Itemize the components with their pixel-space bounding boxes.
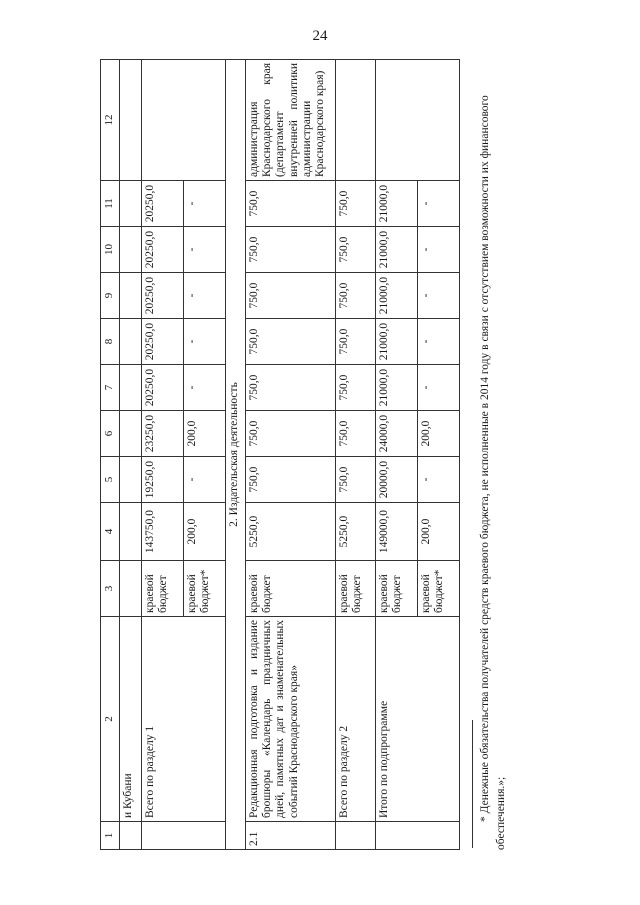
value-cell: 143750,0	[142, 503, 184, 561]
value-cell: 750,0	[336, 411, 376, 457]
value-cell: 750,0	[246, 457, 336, 503]
table-cell	[120, 60, 142, 181]
value-cell: 750,0	[246, 411, 336, 457]
value-cell: 5250,0	[336, 503, 376, 561]
value-cell: -	[184, 227, 226, 273]
row-number: 2.1	[246, 822, 336, 850]
value-cell: -	[184, 457, 226, 503]
source-cell: краевой бюджет*	[184, 561, 226, 617]
table-cell	[120, 181, 142, 227]
value-cell: 21000,0	[376, 319, 418, 365]
table-row	[246, 60, 336, 850]
value-cell: 24000,0	[376, 411, 418, 457]
col-header: 1	[101, 822, 120, 850]
table-row	[120, 60, 142, 850]
value-cell: 750,0	[246, 319, 336, 365]
value-cell: -	[418, 273, 460, 319]
table-cell	[120, 319, 142, 365]
col-header: 10	[101, 227, 120, 273]
page-number: 24	[312, 28, 328, 44]
row-title: Всего по разделу 2	[336, 617, 376, 822]
table-row	[336, 60, 376, 850]
value-cell: 750,0	[336, 181, 376, 227]
value-cell: -	[184, 181, 226, 227]
table-cell	[120, 822, 142, 850]
value-cell: 5250,0	[246, 503, 336, 561]
value-cell: 21000,0	[376, 181, 418, 227]
value-cell: -	[184, 319, 226, 365]
source-cell: краевой бюджет	[336, 561, 376, 617]
value-cell: 21000,0	[376, 365, 418, 411]
row-title: и Кубани	[120, 617, 142, 822]
table-cell	[376, 822, 460, 850]
table-cell	[142, 60, 226, 181]
source-cell: краевой бюджет*	[418, 561, 460, 617]
col-header: 3	[101, 561, 120, 617]
value-cell: 200,0	[184, 503, 226, 561]
table-cell	[120, 411, 142, 457]
table-cell	[336, 60, 376, 181]
value-cell: 750,0	[336, 457, 376, 503]
value-cell: 750,0	[336, 227, 376, 273]
col-header: 11	[101, 181, 120, 227]
footnote-text: * Денежные обязательства получателей средств краевого бюджета, не исполненные в 2014 году в связи с отсутствием возможности их финансового обеспечения.»;	[479, 95, 507, 850]
value-cell: 750,0	[336, 273, 376, 319]
table-cell	[120, 227, 142, 273]
value-cell: -	[418, 457, 460, 503]
executor-cell: администрация Краснодарского края (департамент внутренней политики администрации Краснодарского края)	[246, 60, 336, 181]
table-cell	[120, 457, 142, 503]
value-cell: 20250,0	[142, 227, 184, 273]
section-row	[226, 60, 246, 850]
table-cell	[142, 822, 226, 850]
value-cell: 20000,0	[376, 457, 418, 503]
value-cell: 750,0	[336, 365, 376, 411]
row-title: Редакционная подготовка и издание брошюры «Календарь праздничных дней, памятных дат и знаменательных событий Краснодарского края»	[246, 617, 336, 822]
value-cell: 149000,0	[376, 503, 418, 561]
source-cell: краевой бюджет	[376, 561, 418, 617]
col-header: 6	[101, 411, 120, 457]
value-cell: 750,0	[246, 181, 336, 227]
value-cell: 20250,0	[142, 319, 184, 365]
value-cell: 200,0	[184, 411, 226, 457]
row-title: Итого по подпрограмме	[376, 617, 460, 822]
table-cell	[336, 822, 376, 850]
table-cell	[120, 503, 142, 561]
footnote-separator	[472, 720, 473, 848]
col-header: 9	[101, 273, 120, 319]
value-cell: 750,0	[246, 273, 336, 319]
value-cell: 750,0	[246, 365, 336, 411]
value-cell: -	[418, 319, 460, 365]
col-header: 4	[101, 503, 120, 561]
value-cell: 20250,0	[142, 181, 184, 227]
budget-table	[100, 59, 460, 850]
section-title: 2. Издательская деятельность	[226, 60, 246, 850]
value-cell: 20250,0	[142, 273, 184, 319]
col-header: 7	[101, 365, 120, 411]
value-cell: -	[418, 227, 460, 273]
value-cell: 200,0	[418, 411, 460, 457]
value-cell: 23250,0	[142, 411, 184, 457]
value-cell: 21000,0	[376, 273, 418, 319]
row-title: Всего по разделу 1	[142, 617, 226, 822]
col-header: 5	[101, 457, 120, 503]
value-cell: 200,0	[418, 503, 460, 561]
value-cell: 21000,0	[376, 227, 418, 273]
value-cell: -	[418, 365, 460, 411]
table-cell	[120, 365, 142, 411]
col-header: 12	[101, 60, 120, 181]
table-row	[142, 60, 184, 850]
value-cell: -	[184, 273, 226, 319]
value-cell: -	[184, 365, 226, 411]
value-cell: -	[418, 181, 460, 227]
col-header: 2	[101, 617, 120, 822]
source-cell: краевой бюджет	[246, 561, 336, 617]
value-cell: 750,0	[246, 227, 336, 273]
table-cell	[120, 273, 142, 319]
table-cell	[120, 561, 142, 617]
col-header: 8	[101, 319, 120, 365]
column-numbers-row	[101, 60, 120, 850]
source-cell: краевой бюджет	[142, 561, 184, 617]
value-cell: 20250,0	[142, 365, 184, 411]
value-cell: 19250,0	[142, 457, 184, 503]
table-row	[376, 60, 418, 850]
value-cell: 750,0	[336, 319, 376, 365]
rotated-table-wrapper	[100, 60, 534, 850]
table-cell	[376, 60, 460, 181]
